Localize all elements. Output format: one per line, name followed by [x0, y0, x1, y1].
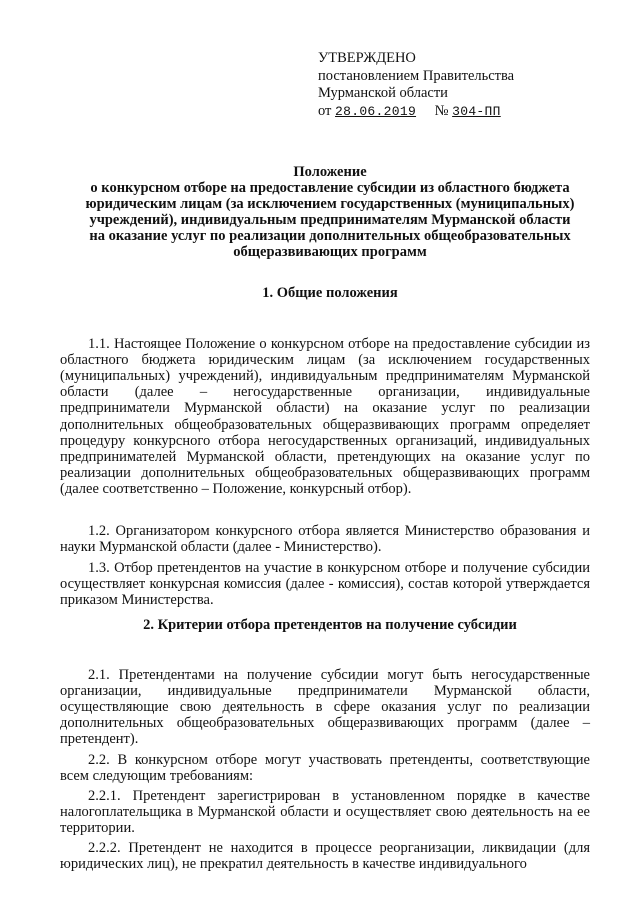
number-label: №: [434, 102, 449, 119]
paragraph-2-2-2: 2.2.2. Претендент не находится в процессе реорганизации, ликвидации (для юридических лиц), не прекратил деятельность в качестве индивидуального: [60, 839, 590, 872]
paragraph-2-2-1: 2.2.1. Претендент зарегистрирован в установленном порядке в качестве налогоплательщика в Мурманской области и осуществляет свою деятельность на ее территории.: [60, 787, 590, 836]
title-line-4: учреждений), индивидуальным предпринимателям Мурманской области: [89, 212, 571, 228]
from-label: от: [318, 102, 332, 119]
approval-stamp: [318, 50, 514, 120]
approval-line-1: постановлением Правительства: [318, 67, 515, 84]
title-line-5: на оказание услуг по реализации дополнительных общеобразовательных: [89, 228, 571, 244]
paragraph-1-1: 1.1. Настоящее Положение о конкурсном отборе на предоставление субсидии из областного бюджета юридическим лицам (за исключением государственных (муниципальных) учреждений), индивидуальным предпринимателям Мурманской области (далее – негосударственные организации, индивидуальные предприниматели Мурманской области) на оказание услуг по реализации дополнительных общеобразовательных общеразвивающих программ определяет процедуру конкурсного отбора негосударственных организаций, индивидуальных предпринимателей Мурманской области, претендующих на оказание услуг по реализации дополнительных общеобразовательных общеразвивающих программ (далее соответственно – Положение, конкурсный отбор).: [60, 335, 590, 498]
title-line-6: общеразвивающих программ: [233, 244, 427, 260]
approval-line-2: Мурманской области: [318, 85, 448, 101]
title-line-2: о конкурсном отборе на предоставление субсидии из областного бюджета: [90, 180, 570, 196]
approved-label: УТВЕРЖДЕНО: [318, 50, 416, 66]
section-2-heading: 2. Критерии отбора претендентов на получение субсидии: [143, 617, 517, 633]
document-title: [60, 164, 600, 260]
paragraph-2-1: 2.1. Претендентами на получение субсидии могут быть негосударственные организации, индивидуальные предприниматели Мурманской области, осуществляющие свою деятельность в сфере оказания услуг по реализации дополнительных общеобразовательных общеразвивающих программ (далее – претендент).: [60, 666, 590, 748]
section-1-heading: 1. Общие положения: [262, 285, 398, 301]
order-date: 28.06.2019: [335, 103, 417, 119]
paragraph-1-3: 1.3. Отбор претендентов на участие в конкурсном отборе и получение субсидии осуществляет конкурсная комиссия (далее - комиссия), состав которой утверждается приказом Министерства.: [60, 559, 590, 608]
paragraph-2-2: 2.2. В конкурсном отборе могут участвовать претенденты, соответствующие всем следующим требованиям:: [60, 751, 590, 784]
order-line: [318, 103, 514, 121]
title-line-1: Положение: [293, 164, 367, 180]
title-line-3: юридическим лицам (за исключением государственных (муниципальных): [85, 196, 575, 212]
order-number: 304-ПП: [452, 103, 501, 119]
paragraph-1-2: 1.2. Организатором конкурсного отбора является Министерство образования и науки Мурманской области (далее - Министерство).: [60, 522, 590, 555]
